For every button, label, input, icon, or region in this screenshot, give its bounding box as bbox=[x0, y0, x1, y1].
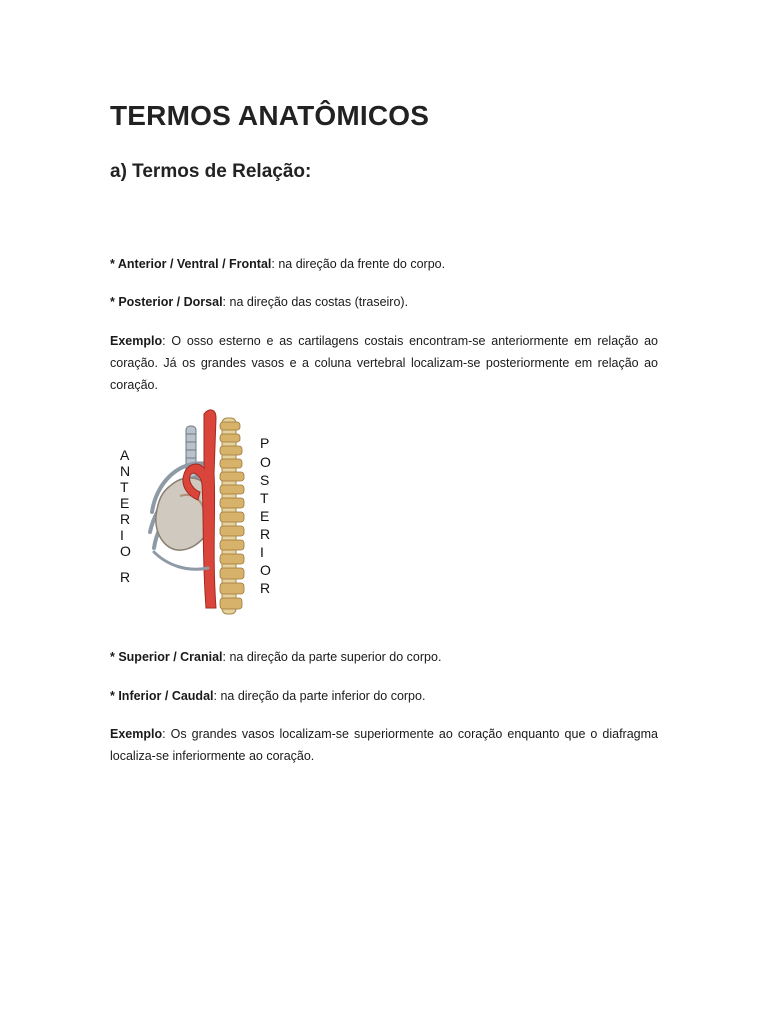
page-title: TERMOS ANATÔMICOS bbox=[110, 100, 430, 131]
definition-anterior: : na direção da frente do corpo. bbox=[271, 257, 446, 271]
definition-example-2: : Os grandes vasos localizam-se superiormente ao coração enquanto que o diafragma localiza-se inferiormente ao coração. bbox=[110, 727, 658, 763]
term-example-1: Exemplo bbox=[110, 334, 163, 348]
posterior-vertical-label bbox=[260, 435, 271, 596]
paragraph-anterior bbox=[110, 253, 658, 275]
anterior-letter: R bbox=[120, 569, 131, 585]
posterior-letter: T bbox=[260, 490, 269, 506]
anterior-letter: R bbox=[120, 511, 131, 527]
anterior-vertical-label bbox=[120, 447, 131, 585]
anterior-letter: N bbox=[120, 463, 131, 479]
term-inferior: * Inferior / Caudal bbox=[110, 689, 214, 703]
definition-example-1: : O osso esterno e as cartilagens costais encontram-se anteriormente em relação ao coração. Já os grandes vasos e a coluna vertebral localizam-se posteriormente em relação ao coração. bbox=[110, 334, 658, 392]
paragraph-example-1 bbox=[110, 330, 658, 396]
posterior-letter: R bbox=[260, 526, 271, 542]
paragraph-superior bbox=[110, 646, 658, 668]
posterior-letter: R bbox=[260, 580, 271, 596]
term-anterior: * Anterior / Ventral / Frontal bbox=[110, 257, 272, 271]
definition-superior: : na direção da parte superior do corpo. bbox=[222, 650, 442, 664]
term-posterior: * Posterior / Dorsal bbox=[110, 295, 223, 309]
definition-posterior: : na direção das costas (traseiro). bbox=[222, 295, 409, 309]
posterior-letter: E bbox=[260, 508, 270, 524]
term-example-2: Exemplo bbox=[110, 727, 163, 741]
anterior-letter: I bbox=[120, 527, 124, 543]
anterior-letter: T bbox=[120, 479, 129, 495]
paragraph-example-2 bbox=[110, 723, 658, 767]
anatomy-illustration bbox=[108, 404, 278, 626]
diaphragm-shape bbox=[154, 552, 208, 569]
spine-shape bbox=[220, 418, 244, 614]
anterior-letter: A bbox=[120, 447, 130, 463]
anatomy-figure bbox=[108, 404, 278, 626]
posterior-letter: O bbox=[260, 562, 271, 578]
section-subtitle: a) Termos de Relação: bbox=[110, 161, 312, 182]
anterior-letter: E bbox=[120, 495, 130, 511]
paragraph-inferior bbox=[110, 685, 658, 707]
posterior-letter: I bbox=[260, 544, 264, 560]
posterior-letter: O bbox=[260, 454, 271, 470]
term-superior: * Superior / Cranial bbox=[110, 650, 223, 664]
paragraph-posterior bbox=[110, 291, 658, 313]
posterior-letter: S bbox=[260, 472, 270, 488]
anterior-letter: O bbox=[120, 543, 131, 559]
posterior-letter: P bbox=[260, 435, 270, 451]
definition-inferior: : na direção da parte inferior do corpo. bbox=[213, 689, 426, 703]
